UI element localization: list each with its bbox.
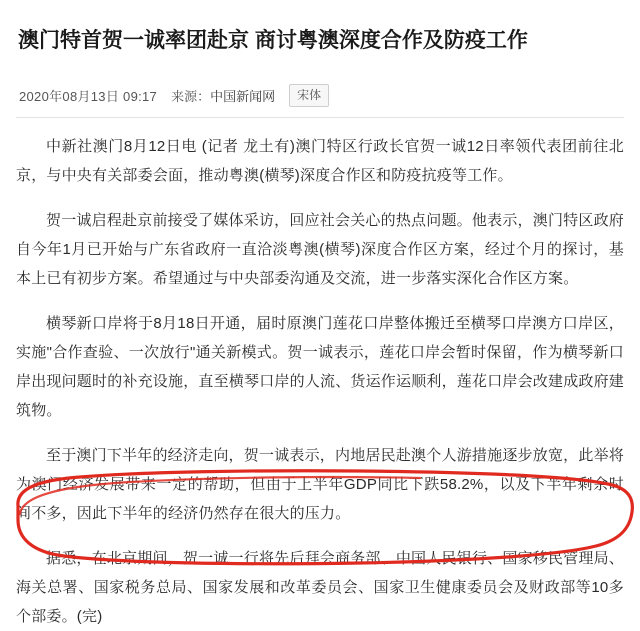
font-size-toggle[interactable]: 宋体 <box>289 84 329 107</box>
source-name[interactable]: 中国新闻网 <box>210 89 276 105</box>
paragraph: 贺一诚启程赴京前接受了媒体采访，回应社会关心的热点问题。他表示，澳门特区政府自今年1月已开始与广东省政府一直洽淡粤澳(横琴)深度合作区方案，经过个月的探讨，基本上已有初步方案。希望通过与中央部委沟通及交流，进一步落实深化合作区方案。 <box>16 212 624 288</box>
article-source <box>171 86 275 105</box>
publish-datetime: 2020年08月13日 09:17 <box>19 89 158 105</box>
paragraph: 中新社澳门8月12日电 (记者 龙土有)澳门特区行政长官贺一诚12日率领代表团前往北京，与中央有关部委会面，推动粤澳(横琴)深度合作区和防疫抗疫等工作。 <box>16 138 624 185</box>
paragraph: 至于澳门下半年的经济走向，贺一诚表示，内地居民赴澳个人游措施逐步放宽，此举将为澳门经济发展带来一定的帮助，但由于上半年GDP同比下跌58.2%，以及下半年剩余时间不多，因此下半年的经济仍然存在很大的压力。 <box>16 447 624 523</box>
paragraph: 据悉，在北京期间，贺一诚一行将先后拜会商务部、中国人民银行、国家移民管理局、海关总署、国家税务总局、国家发展和改革委员会、国家卫生健康委员会及财政部等10多个部委。(完) <box>16 550 624 626</box>
source-label: 来源： <box>171 89 211 105</box>
paragraph: 横琴新口岸将于8月18日开通，届时原澳门莲花口岸整体搬迁至横琴口岸澳方口岸区，实施"合作查验、一次放行"通关新模式。贺一诚表示，莲花口岸会暂时保留，作为横琴新口岸出现问题时的补充设施，直至横琴口岸的人流、货运作运顺利，莲花口岸会改建成政府建筑物。 <box>16 315 625 420</box>
article-meta <box>16 70 624 117</box>
page-title: 澳门特首贺一诚率团赴京 商讨粤澳深度合作及防疫工作 <box>18 29 528 53</box>
article-page <box>0 14 640 626</box>
article-body <box>16 118 624 631</box>
